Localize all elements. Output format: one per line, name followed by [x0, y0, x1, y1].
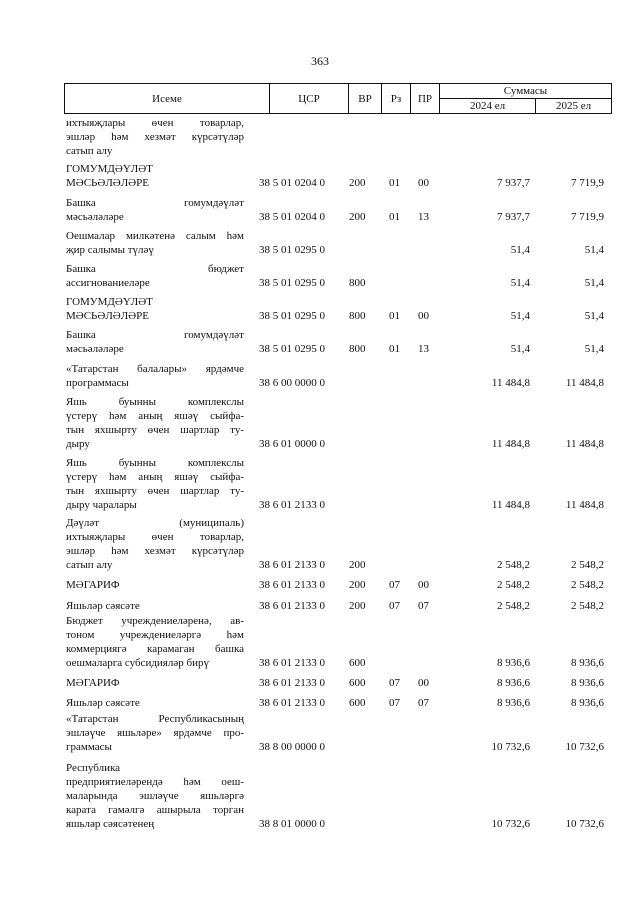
row-name-line: Башка бюджет — [66, 263, 244, 275]
row-sum-2024: 51,4 — [510, 244, 530, 256]
row-name-line: оешмаларга субсидияләр бирү — [66, 657, 209, 669]
row-name-line: граммасы — [66, 741, 112, 753]
row-csr: 38 5 01 0295 0 — [259, 244, 325, 256]
row-sum-2025: 51,4 — [584, 244, 604, 256]
row-name-line: «Татарстан балалары» ярдәмче — [66, 363, 244, 375]
row-name-line: МӘГАРИФ — [66, 677, 120, 689]
row-name — [66, 362, 244, 390]
row-sum-2025: 7 719,9 — [571, 177, 604, 189]
row-name — [66, 578, 244, 592]
row-vr: 600 — [349, 657, 366, 669]
col-pr-header: ПР — [410, 83, 440, 114]
row-sum-2025: 2 548,2 — [571, 579, 604, 591]
row-pr: 00 — [418, 677, 429, 689]
row-vr: 600 — [349, 697, 366, 709]
row-name-line: эшләр һәм хезмәт күрсәтүләр — [66, 545, 244, 557]
row-name-line: үстерү һәм аның яшәү сыйфа- — [66, 410, 244, 422]
row-name-line: «Татарстан Республикасының — [66, 713, 244, 725]
row-sum-2025: 51,4 — [584, 310, 604, 322]
table-row — [66, 327, 612, 356]
row-sum-2024: 8 936,6 — [497, 697, 530, 709]
row-rz: 01 — [389, 177, 400, 189]
row-name-line: дыру чаралары — [66, 499, 137, 511]
row-name-line: коммерциягә карамаган башка — [66, 643, 244, 655]
row-sum-2024: 10 732,6 — [491, 741, 530, 753]
row-csr: 38 6 01 2133 0 — [259, 559, 325, 571]
table-row — [66, 195, 612, 224]
row-name-line: Яшь буынны комплекслы — [66, 396, 244, 408]
row-csr: 38 8 00 0000 0 — [259, 741, 325, 753]
row-name-line: ассигнованиеләре — [66, 277, 150, 289]
row-vr: 800 — [349, 310, 366, 322]
row-name-line: җир салымы түләү — [66, 244, 154, 256]
row-name — [66, 456, 244, 512]
row-name-line: МӘСЬӘЛӘЛӘРЕ — [66, 177, 149, 189]
row-name-line: эшләр һәм хезмәт күрсәтүләр — [66, 131, 244, 143]
table-header — [64, 83, 612, 114]
row-vr: 800 — [349, 277, 366, 289]
row-name-line: Оешмалар милкәтенә салым һәм — [66, 230, 244, 242]
table-row — [66, 674, 612, 690]
row-pr: 13 — [418, 211, 429, 223]
row-vr: 200 — [349, 559, 366, 571]
row-name-line: ГОМУМДӘҮЛӘТ — [66, 296, 153, 308]
row-pr: 00 — [418, 579, 429, 591]
row-name-line: Яшьләр сәясәте — [66, 600, 140, 612]
table-row — [66, 711, 612, 754]
table-row — [66, 455, 612, 512]
row-name — [66, 696, 244, 710]
row-name — [66, 614, 244, 670]
table-row — [66, 597, 612, 613]
row-csr: 38 6 01 2133 0 — [259, 499, 325, 511]
row-sum-2024: 11 484,8 — [491, 438, 530, 450]
row-name-line: тын яхшырту өчен шартлар ту- — [66, 424, 244, 436]
row-pr: 00 — [418, 177, 429, 189]
row-sum-2025: 11 484,8 — [565, 499, 604, 511]
row-name-line: МӘГАРИФ — [66, 579, 120, 591]
row-vr: 200 — [349, 177, 366, 189]
col-csr-header: ЦСР — [269, 83, 349, 114]
row-sum-2025: 51,4 — [584, 343, 604, 355]
row-name-line: Яшьләр сәясәте — [66, 697, 140, 709]
row-vr: 200 — [349, 579, 366, 591]
row-csr: 38 5 01 0204 0 — [259, 177, 325, 189]
row-name-line: мәсьәләләре — [66, 211, 124, 223]
row-rz: 07 — [389, 677, 400, 689]
row-name-line: Дәүләт (муниципаль) — [66, 517, 244, 529]
row-name-line: ГОМУМДӘҮЛӘТ — [66, 163, 153, 175]
row-name-line: сатып алу — [66, 559, 113, 571]
row-sum-2025: 8 936,6 — [571, 677, 604, 689]
table-row — [66, 759, 612, 831]
row-sum-2025: 10 732,6 — [565, 818, 604, 830]
row-sum-2024: 8 936,6 — [497, 677, 530, 689]
col-2024-header: 2024 ел — [439, 98, 536, 114]
row-csr: 38 6 01 2133 0 — [259, 677, 325, 689]
row-name — [66, 599, 244, 613]
row-rz: 07 — [389, 600, 400, 612]
row-name — [66, 676, 244, 690]
row-sum-2025: 51,4 — [584, 277, 604, 289]
row-name-line: Яшь буынны комплекслы — [66, 457, 244, 469]
row-csr: 38 5 01 0295 0 — [259, 277, 325, 289]
row-name-line: тоном учреждениеләргә һәм — [66, 629, 244, 641]
row-sum-2025: 2 548,2 — [571, 559, 604, 571]
col-rz-header: Рз — [381, 83, 411, 114]
row-rz: 01 — [389, 211, 400, 223]
table-row — [66, 161, 612, 190]
table-row — [66, 261, 612, 290]
row-sum-2025: 7 719,9 — [571, 211, 604, 223]
row-csr: 38 6 01 2133 0 — [259, 657, 325, 669]
col-sums-header: Суммасы — [439, 83, 612, 99]
row-name-line: программасы — [66, 377, 129, 389]
row-sum-2024: 11 484,8 — [491, 377, 530, 389]
table-row — [66, 576, 612, 592]
row-name-line: Бюджет учреждениеләренә, ав- — [66, 615, 244, 627]
row-name-line: МӘСЬӘЛӘЛӘРЕ — [66, 310, 149, 322]
row-name — [66, 229, 244, 257]
row-rz: 07 — [389, 697, 400, 709]
row-name — [66, 262, 244, 290]
row-vr: 800 — [349, 343, 366, 355]
row-name-line: тын яхшырту өчен шартлар ту- — [66, 485, 244, 497]
row-sum-2025: 10 732,6 — [565, 741, 604, 753]
row-sum-2024: 2 548,2 — [497, 559, 530, 571]
row-sum-2025: 8 936,6 — [571, 657, 604, 669]
row-csr: 38 6 01 2133 0 — [259, 600, 325, 612]
table-row — [66, 514, 612, 572]
row-name-line: карата гамәлгә ашырыла торган — [66, 804, 244, 816]
row-vr: 600 — [349, 677, 366, 689]
row-name-line: үстерү һәм аның яшәү сыйфа- — [66, 471, 244, 483]
row-name-line: Башка гомумдәүләт — [66, 329, 244, 341]
row-name — [66, 328, 244, 356]
row-name-line: Республика — [66, 762, 121, 774]
row-pr: 13 — [418, 343, 429, 355]
row-csr: 38 5 01 0204 0 — [259, 211, 325, 223]
table-row — [66, 694, 612, 710]
row-sum-2024: 7 937,7 — [497, 211, 530, 223]
col-name-header: Исеме — [64, 83, 270, 114]
table-row — [66, 394, 612, 451]
row-rz: 01 — [389, 343, 400, 355]
row-name — [66, 761, 244, 831]
table-row — [66, 361, 612, 390]
row-rz: 01 — [389, 310, 400, 322]
row-sum-2025: 2 548,2 — [571, 600, 604, 612]
row-sum-2024: 2 548,2 — [497, 579, 530, 591]
col-vr-header: ВР — [348, 83, 382, 114]
row-sum-2025: 11 484,8 — [565, 438, 604, 450]
row-name — [66, 295, 244, 323]
row-sum-2024: 2 548,2 — [497, 600, 530, 612]
row-name — [66, 116, 244, 158]
row-name — [66, 395, 244, 451]
row-name — [66, 712, 244, 754]
row-name-line: предприятиеләрендә һәм оеш- — [66, 776, 244, 788]
row-pr: 00 — [418, 310, 429, 322]
page-number: 363 — [311, 54, 329, 68]
col-2025-header: 2025 ел — [535, 98, 612, 114]
row-name-line: дыру — [66, 438, 90, 450]
row-name — [66, 162, 244, 190]
row-name-line: маларында эшләүче яшьләргә — [66, 790, 244, 802]
row-sum-2024: 51,4 — [510, 343, 530, 355]
row-csr: 38 5 01 0295 0 — [259, 310, 325, 322]
table-row — [66, 228, 612, 257]
row-csr: 38 6 01 2133 0 — [259, 697, 325, 709]
row-name-line: ихтыяҗлары өчен товарлар, — [66, 117, 244, 129]
row-sum-2025: 8 936,6 — [571, 697, 604, 709]
row-csr: 38 6 01 0000 0 — [259, 438, 325, 450]
row-name-line: Башка гомумдәүләт — [66, 197, 244, 209]
table-row — [66, 294, 612, 323]
table-row — [66, 116, 612, 158]
row-pr: 07 — [418, 600, 429, 612]
row-sum-2024: 8 936,6 — [497, 657, 530, 669]
row-name-line: сатып алу — [66, 145, 113, 157]
row-pr: 07 — [418, 697, 429, 709]
row-name — [66, 196, 244, 224]
row-csr: 38 8 01 0000 0 — [259, 818, 325, 830]
row-vr: 200 — [349, 600, 366, 612]
row-rz: 07 — [389, 579, 400, 591]
row-sum-2024: 11 484,8 — [491, 499, 530, 511]
table-row — [66, 613, 612, 670]
row-name-line: мәсьәләләре — [66, 343, 124, 355]
row-name-line: ихтыяҗлары өчен товарлар, — [66, 531, 244, 543]
row-name-line: эшләүче яшьләре» ярдәмче про- — [66, 727, 244, 739]
row-name-line: яшьләр сәясәтенең — [66, 818, 155, 830]
row-csr: 38 5 01 0295 0 — [259, 343, 325, 355]
row-sum-2025: 11 484,8 — [565, 377, 604, 389]
row-sum-2024: 10 732,6 — [491, 818, 530, 830]
row-sum-2024: 51,4 — [510, 277, 530, 289]
row-sum-2024: 51,4 — [510, 310, 530, 322]
row-csr: 38 6 01 2133 0 — [259, 579, 325, 591]
row-sum-2024: 7 937,7 — [497, 177, 530, 189]
row-vr: 200 — [349, 211, 366, 223]
row-name — [66, 516, 244, 572]
row-csr: 38 6 00 0000 0 — [259, 377, 325, 389]
